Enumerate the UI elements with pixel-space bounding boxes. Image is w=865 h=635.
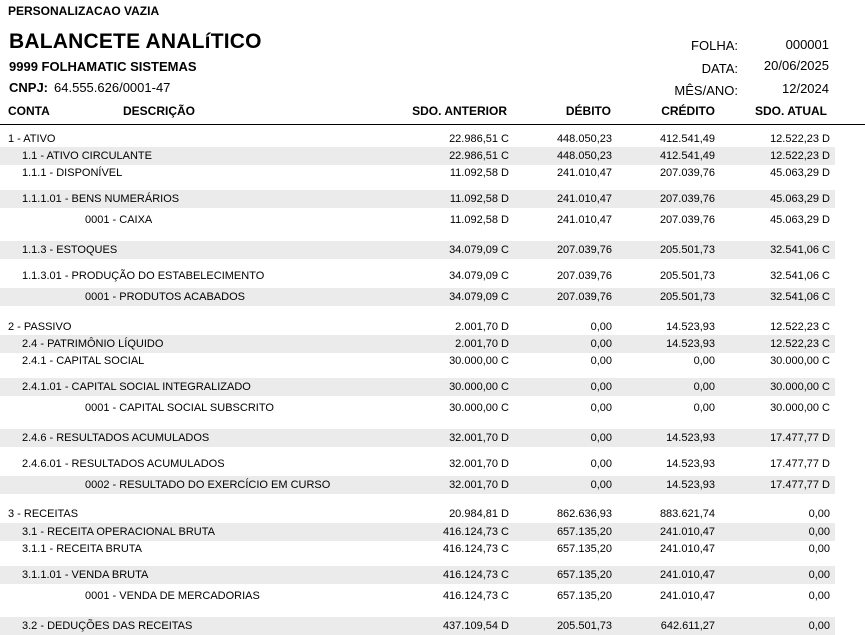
current-balance: 30.000,00 C xyxy=(770,402,830,414)
credit-value: 883.621,74 xyxy=(659,508,715,520)
debit-value: 0,00 xyxy=(590,432,612,444)
debit-value: 862.636,93 xyxy=(556,508,612,520)
credit-value: 412.541,49 xyxy=(659,150,715,162)
account-description: 3.1 - RECEITA OPERACIONAL BRUTA xyxy=(22,526,215,538)
table-row xyxy=(0,455,835,473)
table-row xyxy=(0,505,835,523)
data-value: 20/06/2025 xyxy=(763,58,829,73)
credit-value: 14.523,93 xyxy=(666,432,715,444)
debit-value: 0,00 xyxy=(590,402,612,414)
credit-value: 14.523,93 xyxy=(666,458,715,470)
account-description: 2.4.6 - RESULTADOS ACUMULADOS xyxy=(22,432,210,444)
credit-value: 14.523,93 xyxy=(666,321,715,333)
current-balance: 0,00 xyxy=(808,508,830,520)
account-description: 1.1.1.01 - BENS NUMERÁRIOS xyxy=(22,193,180,205)
previous-balance: 30.000,00 C xyxy=(449,381,509,393)
account-description: 0001 - CAIXA xyxy=(85,214,153,226)
account-description: 1.1.3 - ESTOQUES xyxy=(22,244,118,256)
table-row xyxy=(0,378,835,396)
current-balance: 45.063,29 D xyxy=(770,193,830,205)
debit-value: 657.135,20 xyxy=(556,569,612,581)
account-description: 0001 - PRODUTOS ACABADOS xyxy=(85,291,245,303)
debit-value: 657.135,20 xyxy=(556,526,612,538)
current-balance: 0,00 xyxy=(808,620,830,632)
folha-value: 000001 xyxy=(785,37,829,52)
debit-value: 0,00 xyxy=(590,458,612,470)
mesano-label: MÊS/ANO: xyxy=(674,83,738,98)
table-row xyxy=(0,540,835,558)
current-balance: 30.000,00 C xyxy=(770,355,830,367)
current-balance: 32.541,06 C xyxy=(770,291,830,303)
current-balance: 45.063,29 D xyxy=(770,214,830,226)
previous-balance: 2.001,70 D xyxy=(455,338,509,350)
debit-value: 0,00 xyxy=(590,479,612,491)
credit-value: 205.501,73 xyxy=(659,270,715,282)
debit-value: 241.010,47 xyxy=(556,193,612,205)
cnpj-label: CNPJ: xyxy=(9,80,49,95)
debit-value: 207.039,76 xyxy=(556,270,612,282)
header-divider xyxy=(0,124,865,125)
credit-value: 642.611,27 xyxy=(660,620,715,632)
debit-value: 0,00 xyxy=(590,338,612,350)
account-description: 2.4.1 - CAPITAL SOCIAL xyxy=(22,355,145,367)
table-row xyxy=(0,164,835,182)
previous-balance: 437.109,54 D xyxy=(442,620,509,632)
credit-value: 241.010,47 xyxy=(659,590,715,602)
table-row xyxy=(0,335,835,353)
account-description: 1 - ATIVO xyxy=(8,133,56,145)
column-header-descricao: DESCRIÇÃO xyxy=(123,104,196,118)
current-balance: 32.541,06 C xyxy=(770,244,830,256)
credit-value: 207.039,76 xyxy=(659,167,715,179)
account-description: 3 - RECEITAS xyxy=(8,508,79,520)
debit-value: 657.135,20 xyxy=(556,590,612,602)
previous-balance: 11.092,58 D xyxy=(449,214,509,226)
previous-balance: 22.986,51 C xyxy=(449,133,509,145)
current-balance: 12.522,23 C xyxy=(770,338,830,350)
previous-balance: 32.001,70 D xyxy=(449,479,509,491)
previous-balance: 416.124,73 C xyxy=(442,526,509,538)
table-row xyxy=(0,476,835,494)
current-balance: 17.477,77 D xyxy=(770,458,830,470)
table-row xyxy=(0,130,835,148)
current-balance: 12.522,23 D xyxy=(770,150,830,162)
previous-balance: 34.079,09 C xyxy=(449,270,509,282)
previous-balance: 32.001,70 D xyxy=(449,458,509,470)
previous-balance: 34.079,09 C xyxy=(449,291,509,303)
credit-value: 0,00 xyxy=(693,355,715,367)
debit-value: 241.010,47 xyxy=(556,214,612,226)
debit-value: 205.501,73 xyxy=(556,620,612,632)
previous-balance: 416.124,73 C xyxy=(442,543,509,555)
table-row xyxy=(0,190,835,208)
current-balance: 0,00 xyxy=(808,526,830,538)
credit-value: 241.010,47 xyxy=(659,543,715,555)
account-description: 3.1.1 - RECEITA BRUTA xyxy=(22,543,143,555)
folha-label: FOLHA: xyxy=(691,38,738,53)
table-row xyxy=(0,617,835,635)
debit-value: 241.010,47 xyxy=(556,167,612,179)
credit-value: 205.501,73 xyxy=(659,244,715,256)
table-row xyxy=(0,211,835,229)
credit-value: 205.501,73 xyxy=(659,291,715,303)
current-balance: 0,00 xyxy=(808,590,830,602)
table-row xyxy=(0,429,835,447)
account-description: 0001 - VENDA DE MERCADORIAS xyxy=(85,590,260,602)
credit-value: 14.523,93 xyxy=(666,479,715,491)
table-row xyxy=(0,587,835,605)
debit-value: 448.050,23 xyxy=(556,150,612,162)
table-row xyxy=(0,241,835,259)
debit-value: 207.039,76 xyxy=(556,291,612,303)
company-name: 9999 FOLHAMATIC SISTEMAS xyxy=(9,59,197,74)
table-row xyxy=(0,318,835,336)
current-balance: 32.541,06 C xyxy=(770,270,830,282)
account-description: 1.1 - ATIVO CIRCULANTE xyxy=(22,150,152,162)
column-header-conta: CONTA xyxy=(8,104,50,118)
credit-value: 0,00 xyxy=(693,402,715,414)
previous-balance: 22.986,51 C xyxy=(449,150,509,162)
debit-value: 0,00 xyxy=(590,355,612,367)
debit-value: 657.135,20 xyxy=(556,543,612,555)
cnpj-line xyxy=(9,80,170,95)
debit-value: 448.050,23 xyxy=(556,133,612,145)
current-balance: 0,00 xyxy=(808,543,830,555)
previous-balance: 32.001,70 D xyxy=(449,432,509,444)
current-balance: 17.477,77 D xyxy=(770,432,830,444)
account-description: 0002 - RESULTADO DO EXERCÍCIO EM CURSO xyxy=(85,479,331,491)
account-description: 3.2 - DEDUÇÕES DAS RECEITAS xyxy=(22,620,193,632)
data-label: DATA: xyxy=(701,61,738,76)
account-description: 1.1.1 - DISPONÍVEL xyxy=(22,167,123,179)
current-balance: 12.522,23 C xyxy=(770,321,830,333)
current-balance: 17.477,77 D xyxy=(770,479,830,491)
account-description: 2.4.1.01 - CAPITAL SOCIAL INTEGRALIZADO xyxy=(22,381,251,393)
debit-value: 207.039,76 xyxy=(556,244,612,256)
previous-balance: 20.984,81 D xyxy=(449,508,509,520)
current-balance: 0,00 xyxy=(808,569,830,581)
account-description: 1.1.3.01 - PRODUÇÃO DO ESTABELECIMENTO xyxy=(22,270,265,282)
mesano-value: 12/2024 xyxy=(782,81,829,96)
credit-value: 241.010,47 xyxy=(659,526,715,538)
credit-value: 207.039,76 xyxy=(659,193,715,205)
column-header-credito: CRÉDITO xyxy=(661,104,715,118)
credit-value: 412.541,49 xyxy=(659,133,715,145)
previous-balance: 2.001,70 D xyxy=(455,321,509,333)
debit-value: 0,00 xyxy=(590,321,612,333)
previous-balance: 11.092,58 D xyxy=(449,167,509,179)
column-header-debito: DÉBITO xyxy=(565,104,611,118)
account-description: 3.1.1.01 - VENDA BRUTA xyxy=(22,569,149,581)
table-row xyxy=(0,523,835,541)
previous-balance: 416.124,73 C xyxy=(442,569,509,581)
current-balance: 45.063,29 D xyxy=(770,167,830,179)
table-row xyxy=(0,399,835,417)
account-description: 2.4.6.01 - RESULTADOS ACUMULADOS xyxy=(22,458,225,470)
previous-balance: 11.092,58 D xyxy=(449,193,509,205)
previous-balance: 34.079,09 C xyxy=(449,244,509,256)
previous-balance: 416.124,73 C xyxy=(442,590,509,602)
table-row xyxy=(0,267,835,285)
column-header-sdo-anterior: SDO. ANTERIOR xyxy=(412,104,507,118)
credit-value: 207.039,76 xyxy=(659,214,715,226)
current-balance: 12.522,23 D xyxy=(770,133,830,145)
table-row xyxy=(0,352,835,370)
report-personalization-label: PERSONALIZACAO VAZIA xyxy=(8,4,160,18)
account-description: 2.4 - PATRIMÔNIO LÍQUIDO xyxy=(22,338,164,350)
previous-balance: 30.000,00 C xyxy=(449,355,509,367)
table-row xyxy=(0,566,835,584)
credit-value: 0,00 xyxy=(693,381,715,393)
page-title: BALANCETE ANALíTICO xyxy=(9,30,262,53)
cnpj-value: 64.555.626/0001-47 xyxy=(54,80,171,95)
account-description: 0001 - CAPITAL SOCIAL SUBSCRITO xyxy=(85,402,274,414)
table-row xyxy=(0,147,835,165)
current-balance: 30.000,00 C xyxy=(770,381,830,393)
account-description: 2 - PASSIVO xyxy=(8,321,72,333)
credit-value: 241.010,47 xyxy=(659,569,715,581)
previous-balance: 30.000,00 C xyxy=(449,402,509,414)
column-header-sdo-atual: SDO. ATUAL xyxy=(755,104,827,118)
debit-value: 0,00 xyxy=(590,381,612,393)
table-row xyxy=(0,288,835,306)
credit-value: 14.523,93 xyxy=(666,338,715,350)
